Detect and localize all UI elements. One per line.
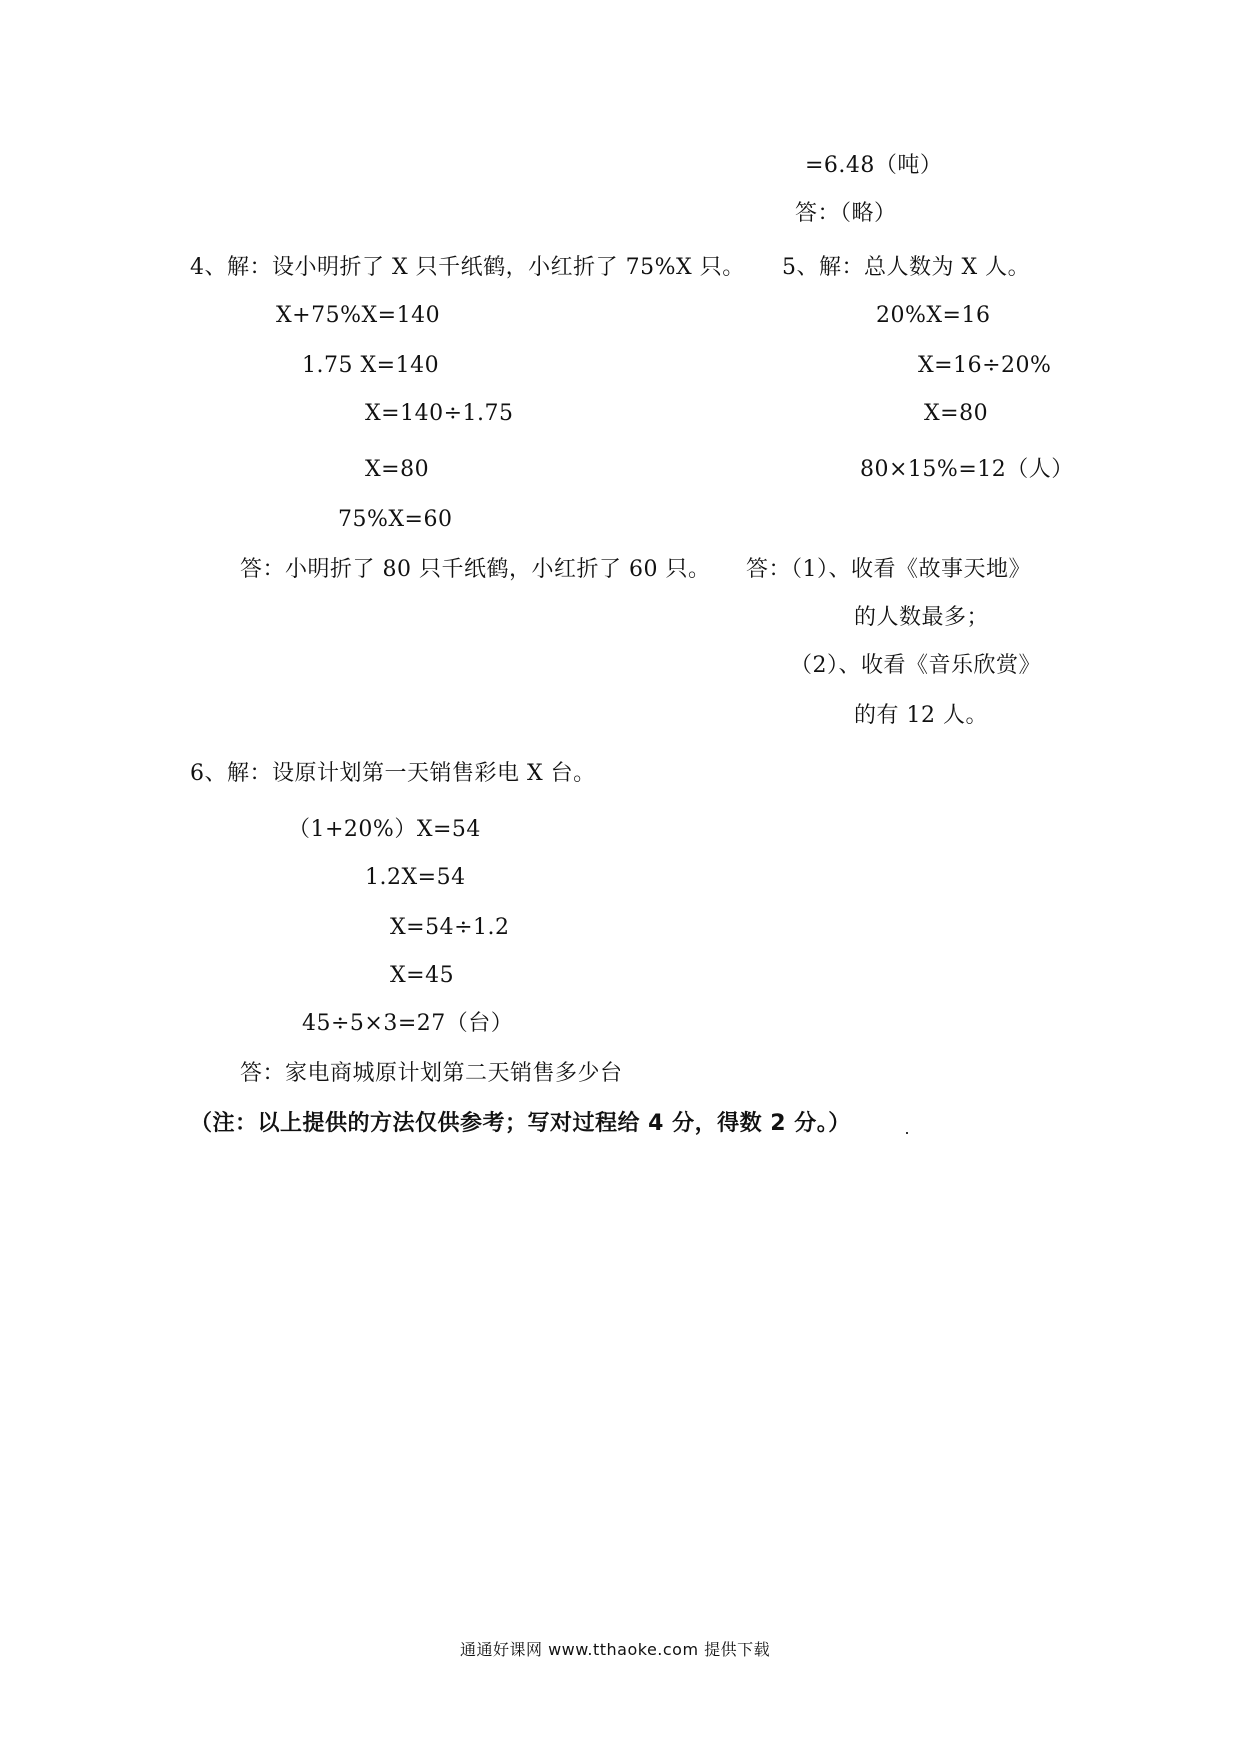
- stray-dot: [906, 1132, 908, 1134]
- problem6-step: X=54÷1.2: [390, 915, 510, 940]
- problem6-answer: 答：家电商城原计划第二天销售多少台: [240, 1061, 623, 1086]
- problem6-step: X=45: [390, 963, 455, 988]
- problem4-step: X=140÷1.75: [365, 401, 514, 426]
- result-value-line: =6.48（吨）: [805, 153, 943, 178]
- problem5-step: X=80: [924, 401, 989, 426]
- problem5-answer-line: 的人数最多；: [854, 605, 990, 630]
- problem5-answer-line: 答：（1）、收看《故事天地》: [746, 557, 1031, 582]
- problem5-step: X=16÷20%: [918, 353, 1052, 378]
- problem4-step: X=80: [365, 457, 430, 482]
- problem4-step: X+75%X=140: [276, 303, 441, 328]
- result-answer: 答：（略）: [795, 201, 897, 226]
- problem4-heading: 4、解：设小明折了 X 只千纸鹤，小红折了 75%X 只。: [190, 255, 745, 280]
- problem5-step: 80×15%=12（人）: [860, 457, 1074, 482]
- problem5-step: 20%X=16: [876, 303, 991, 328]
- problem5-answer-line: （2）、收看《音乐欣赏》: [790, 653, 1041, 678]
- problem6-step: （1+20%）X=54: [288, 817, 481, 842]
- problem6-step: 45÷5×3=27（台）: [302, 1011, 514, 1036]
- problem5-answer-line: 的有 12 人。: [854, 703, 988, 728]
- problem6-heading: 6、解：设原计划第一天销售彩电 X 台。: [190, 761, 596, 786]
- problem6-step: 1.2X=54: [365, 865, 466, 890]
- grading-note: （注：以上提供的方法仅供参考；写对过程给 4 分，得数 2 分。）: [190, 1111, 851, 1136]
- problem5-heading: 5、解：总人数为 X 人。: [782, 255, 1031, 280]
- problem4-answer: 答：小明折了 80 只千纸鹤，小红折了 60 只。: [240, 557, 711, 582]
- problem4-step: 75%X=60: [338, 507, 453, 532]
- footer-credit: 通通好课网 www.tthaoke.com 提供下载: [460, 1640, 771, 1659]
- problem4-step: 1.75 X=140: [302, 353, 440, 378]
